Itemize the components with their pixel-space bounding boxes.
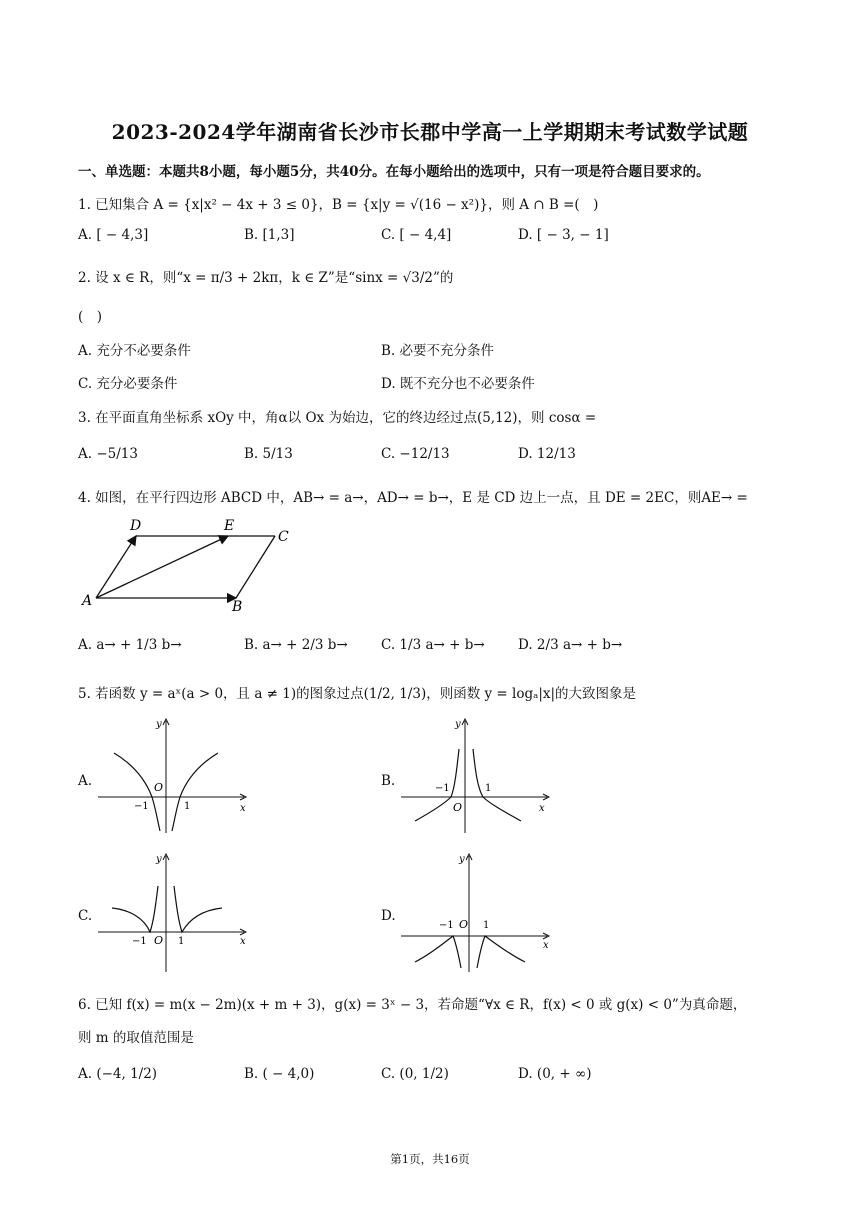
- svg-text:O: O: [154, 781, 164, 794]
- q2-option-a: A. 充分不必要条件: [78, 343, 191, 359]
- svg-text:−1: −1: [439, 920, 454, 931]
- page-footer: 第1页，共16页: [390, 1152, 470, 1166]
- svg-text:−1: −1: [134, 801, 149, 812]
- label-e: E: [224, 518, 235, 534]
- section-heading: 一、单选题：本题共8小题，每小题5分，共40分。在每小题给出的选项中，只有一项是符合题目要求的。: [78, 164, 710, 180]
- parallelogram-figure: [78, 512, 308, 617]
- svg-text:−1: −1: [435, 783, 450, 794]
- svg-text:1: 1: [178, 936, 185, 947]
- q2-option-b: B. 必要不充分条件: [381, 343, 495, 359]
- svg-text:1: 1: [485, 783, 492, 794]
- svg-text:O: O: [453, 801, 463, 814]
- question-3-stem: 3. 在平面直角坐标系 xOy 中，角α以 Ox 为始边，它的终边经过点(5,12)，则 cosα =: [78, 410, 597, 426]
- svg-text:−1: −1: [132, 936, 147, 947]
- q6-option-a: A. (−4, 1/2): [78, 1066, 158, 1082]
- question-1-stem: 1. 已知集合 A = {x|x² − 4x + 3 ≤ 0}，B = {x|y = √(16 − x²)}，则 A ∩ B =( ): [78, 197, 599, 213]
- svg-text:1: 1: [184, 801, 191, 812]
- label-a: A: [82, 593, 93, 609]
- question-4-stem: 4. 如图，在平行四边形 ABCD 中，AB→ = a→，AD→ = b→，E 是 CD 边上一点，且 DE = 2EC，则AE→ =: [78, 490, 748, 506]
- svg-text:y: y: [459, 854, 465, 865]
- graph-option-b: [397, 715, 557, 835]
- svg-text:y: y: [156, 719, 162, 730]
- q1-option-d: D. [ − 3, − 1]: [518, 227, 609, 243]
- question-6-stem-continued: 则 m 的取值范围是: [78, 1030, 194, 1046]
- q1-option-a: A. [ − 4,3]: [78, 227, 149, 243]
- question-5-stem: 5. 若函数 y = aˣ(a > 0，且 a ≠ 1)的图象过点(1/2, 1/3)，则函数 y = logₐ|x|的大致图象是: [78, 686, 637, 702]
- svg-text:O: O: [154, 934, 164, 947]
- question-2-paren: ( ): [78, 309, 103, 325]
- q4-option-d: D. 2/3 a→ + b→: [518, 637, 623, 653]
- label-c: C: [278, 529, 289, 545]
- svg-text:x: x: [543, 940, 549, 951]
- edge-cb: [236, 536, 275, 598]
- q6-option-c: C. (0, 1/2): [381, 1066, 449, 1082]
- q5-option-d-label: D.: [381, 908, 396, 924]
- svg-text:y: y: [156, 854, 162, 865]
- page-title: 2023-2024学年湖南省长沙市长郡中学高一上学期期末考试数学试题: [111, 120, 749, 144]
- svg-text:x: x: [240, 803, 246, 814]
- q4-option-c: C. 1/3 a→ + b→: [381, 637, 485, 653]
- q1-option-c: C. [ − 4,4]: [381, 227, 452, 243]
- svg-text:y: y: [455, 719, 461, 730]
- svg-text:O: O: [459, 918, 469, 931]
- q6-option-d: D. (0, + ∞): [518, 1066, 592, 1082]
- q3-option-d: D. 12/13: [518, 446, 576, 462]
- q6-option-b: B. ( − 4,0): [244, 1066, 315, 1082]
- svg-text:x: x: [539, 803, 545, 814]
- question-2-stem: 2. 设 x ∈ R，则“x = π/3 + 2kπ，k ∈ Z”是“sinx = √3/2”的: [78, 270, 454, 286]
- svg-text:x: x: [240, 936, 246, 947]
- q3-option-c: C. −12/13: [381, 446, 450, 462]
- q4-option-a: A. a→ + 1/3 b→: [78, 637, 182, 653]
- q2-option-d: D. 既不充分也不必要条件: [381, 376, 535, 392]
- svg-text:1: 1: [483, 920, 490, 931]
- graph-option-d: [397, 850, 557, 975]
- q5-option-b-label: B.: [381, 773, 396, 789]
- q4-option-b: B. a→ + 2/3 b→: [244, 637, 348, 653]
- q5-option-a-label: A.: [78, 773, 93, 789]
- label-d: D: [130, 518, 142, 534]
- question-6-stem: 6. 已知 f(x) = m(x − 2m)(x + m + 3)，g(x) = 3ˣ − 3，若命题“∀x ∈ R，f(x) < 0 或 g(x) < 0”为真命题，: [78, 997, 747, 1013]
- graph-option-c: [94, 850, 254, 975]
- q5-option-c-label: C.: [78, 908, 93, 924]
- q3-option-b: B. 5/13: [244, 446, 293, 462]
- q3-option-a: A. −5/13: [78, 446, 138, 462]
- label-b: B: [232, 599, 243, 615]
- q2-option-c: C. 充分必要条件: [78, 376, 178, 392]
- graph-option-a: [94, 715, 254, 835]
- q1-option-b: B. [1,3]: [244, 227, 295, 243]
